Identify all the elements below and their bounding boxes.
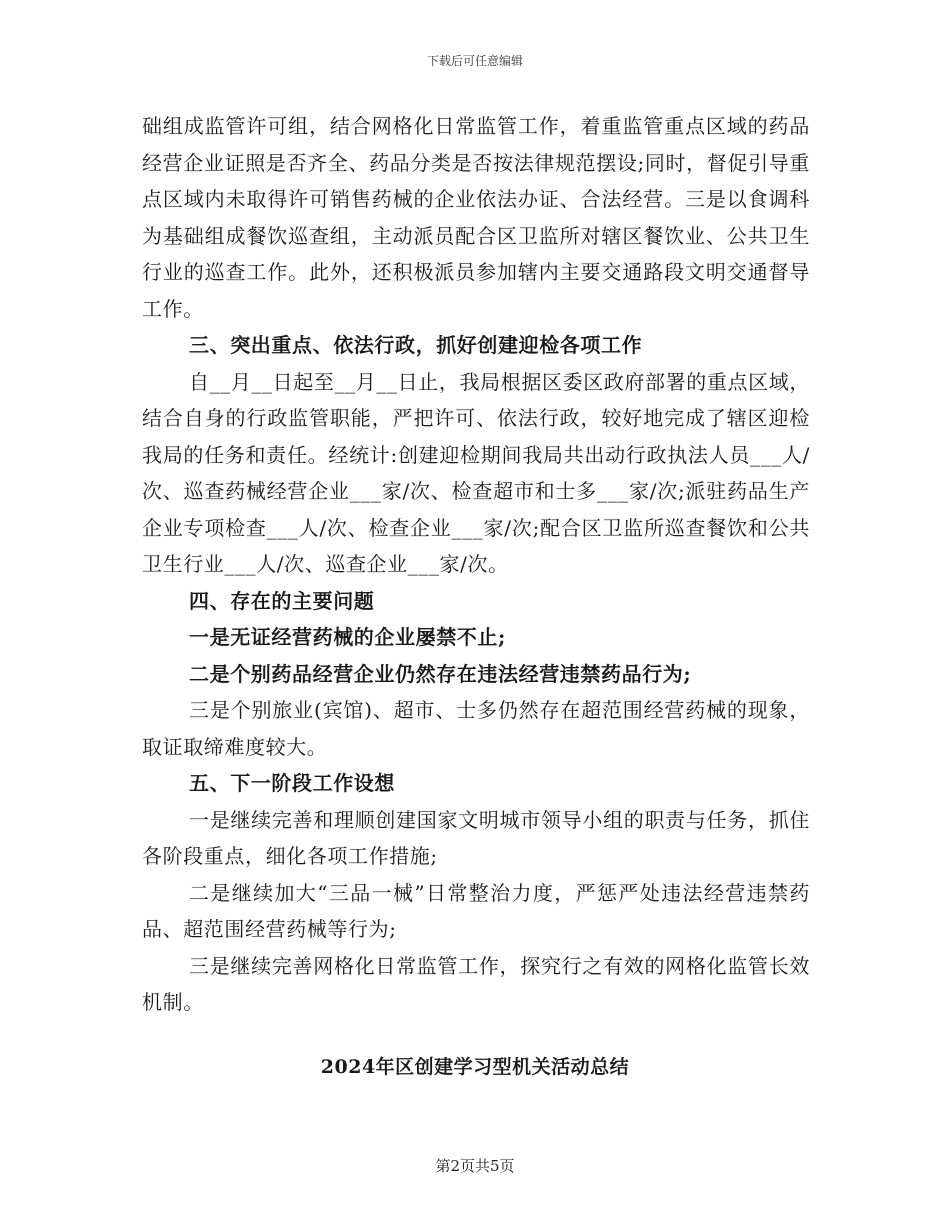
section-heading-5: 五、下一阶段工作设想 xyxy=(189,771,395,795)
plan-item-1: 一是继续完善和理顺创建国家文明城市领导小组的职责与任务，抓住各阶段重点，细化各项工作措施; xyxy=(142,807,810,868)
problem-item-1: 一是无证经营药械的企业屡禁不止; xyxy=(189,625,506,649)
paragraph-statistics: 自__月__日起至__月__日止，我局根据区委区政府部署的重点区域，结合自身的行政监管职能，严把许可、依法行政，较好地完成了辖区迎检我局的任务和责任。经统计:创建迎检期间我局共出动行政执法人员___人/次、巡查药械经营企业___家/次、检查超市和士多___家/次;派驻药品生产企业专项检查___人/次、检查企业___家/次;配合区卫监所巡查餐饮和公共卫生行业___人/次、巡查企业___家/次。 xyxy=(142,369,810,576)
plan-item-3: 三是继续完善网格化日常监管工作，探究行之有效的网格化监管长效机制。 xyxy=(142,953,810,1014)
problem-item-2: 二是个别药品经营企业仍然存在违法经营违禁药品行为; xyxy=(189,661,692,686)
section-heading-3: 三、突出重点、依法行政，抓好创建迎检各项工作 xyxy=(189,333,643,357)
section-heading-4: 四、存在的主要问题 xyxy=(189,588,375,613)
document-body xyxy=(142,108,810,1021)
paragraph-supervision-groups: 础组成监管许可组，结合网格化日常监管工作，着重监管重点区域的药品经营企业证照是否齐全、药品分类是否按法律规范摆设;同时，督促引导重点区域内未取得许可销售药械的企业依法办证、合法经营。三是以食调科为基础组成餐饮巡查组，主动派员配合区卫监所对辖区餐饮业、公共卫生行业的巡查工作。此外，还积极派员参加辖内主要交通路段文明交通督导工作。 xyxy=(142,114,810,321)
page-footer: 第2页共5页 xyxy=(435,1157,515,1175)
plan-item-2: 二是继续加大“三品一械”日常整治力度，严惩严处违法经营违禁药品、超范围经营药械等行为; xyxy=(142,880,810,941)
page-header: 下载后可任意编辑 xyxy=(426,54,523,68)
problem-item-3: 三是个别旅业(宾馆)、超市、士多仍然存在超范围经营药械的现象，取证取缔难度较大。 xyxy=(142,698,810,759)
next-document-title: 2024年区创建学习型机关活动总结 xyxy=(320,1056,630,1078)
